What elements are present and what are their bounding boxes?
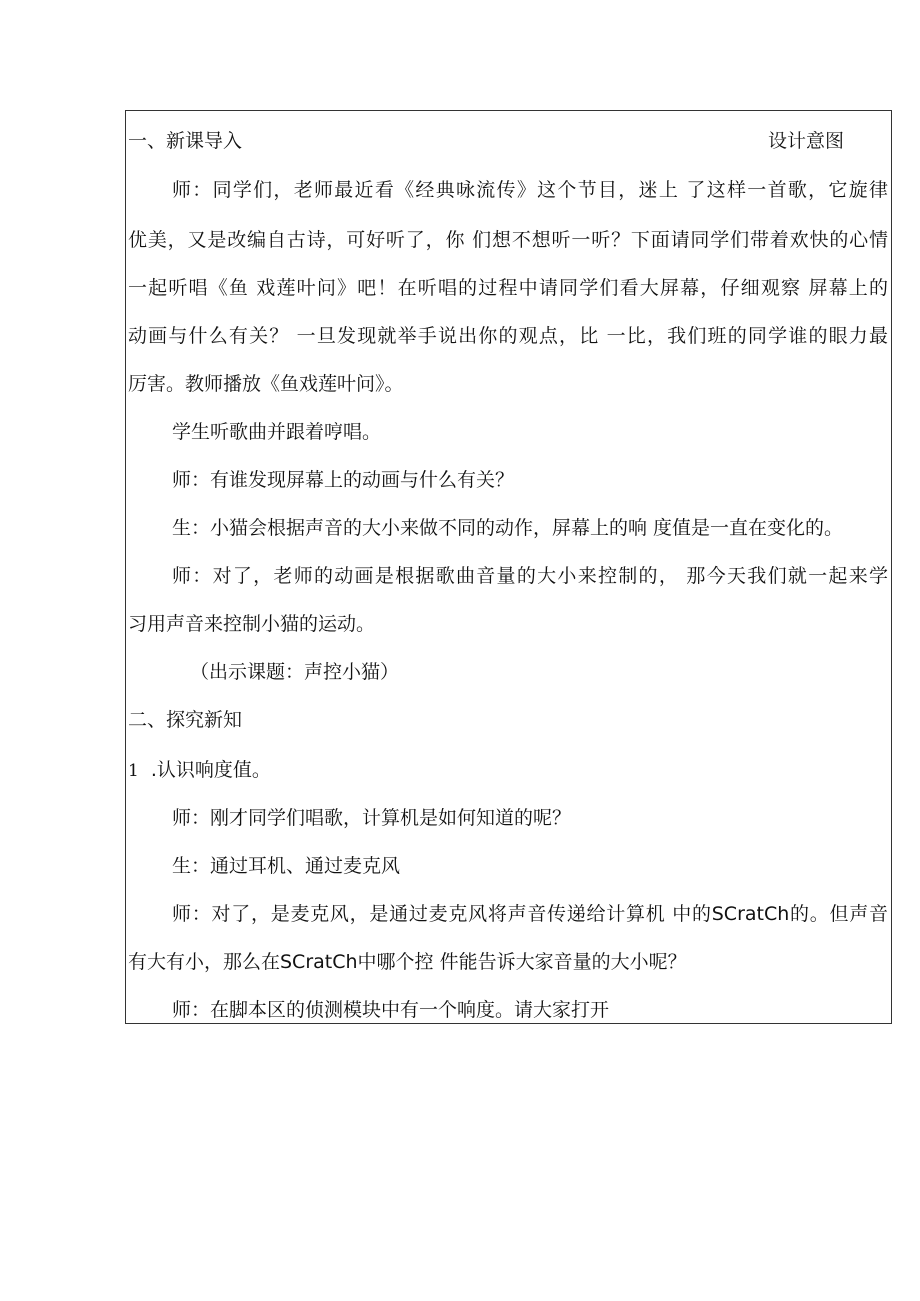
list-item (128, 758, 271, 783)
list-item-number: 1 (128, 761, 139, 781)
list-item-text: .认识响度值。 (150, 759, 271, 781)
design-intent-heading: 设计意图 (768, 130, 845, 152)
paragraph-line: 厉害。教师播放《鱼戏莲叶问》。 (128, 373, 404, 395)
topic-display: （出示课题：声控小猫） (190, 661, 400, 683)
teacher-question: 师：有谁发现屏幕上的动画与什么有关？ (172, 469, 515, 491)
paragraph-line: 习用声音来控制小猫的运动。 (128, 613, 376, 635)
teacher-question: 师：刚才同学们唱歌，计算机是如何知道的呢？ (172, 807, 572, 829)
section-heading-intro: 一、新课导入 (128, 130, 243, 152)
student-answer: 生：小猫会根据声音的大小来做不同的动作，屏幕上的响 度值是一直在变化的。 (172, 517, 844, 539)
paragraph-line: 动画与什么有关？ 一旦发现就举手说出你的观点，比 一比，我们班的同学谁的眼力最 (128, 325, 888, 347)
paragraph-line: 有大有小，那么在SCratCh中哪个控 件能告诉大家音量的大小呢？ (128, 951, 687, 973)
paragraph-line: 优美，又是改编自古诗，可好听了，你 们想不想听一听？下面请同学们带着欢快的心情 (128, 229, 888, 251)
paragraph-line: 师：对了，是麦克风，是通过麦克风将声音传递给计算机 中的SCratCh的。但声音 (172, 903, 888, 925)
paragraph-line: 师：在脚本区的侦测模块中有一个响度。请大家打开 (172, 999, 610, 1021)
paragraph-line: 师：同学们，老师最近看《经典咏流传》这个节目，迷上 了这样一首歌，它旋律 (172, 179, 888, 201)
student-answer: 生：通过耳机、通过麦克风 (172, 855, 401, 877)
paragraph-line: 师：对了，老师的动画是根据歌曲音量的大小来控制的， 那今天我们就一起来学 (172, 565, 888, 587)
student-action-text: 学生听歌曲并跟着哼唱。 (172, 421, 382, 443)
section-heading-explore: 二、探究新知 (128, 709, 243, 731)
paragraph-line: 一起听唱《鱼 戏莲叶问》吧！在听唱的过程中请同学们看大屏幕，仔细观察 屏幕上的 (128, 277, 888, 299)
